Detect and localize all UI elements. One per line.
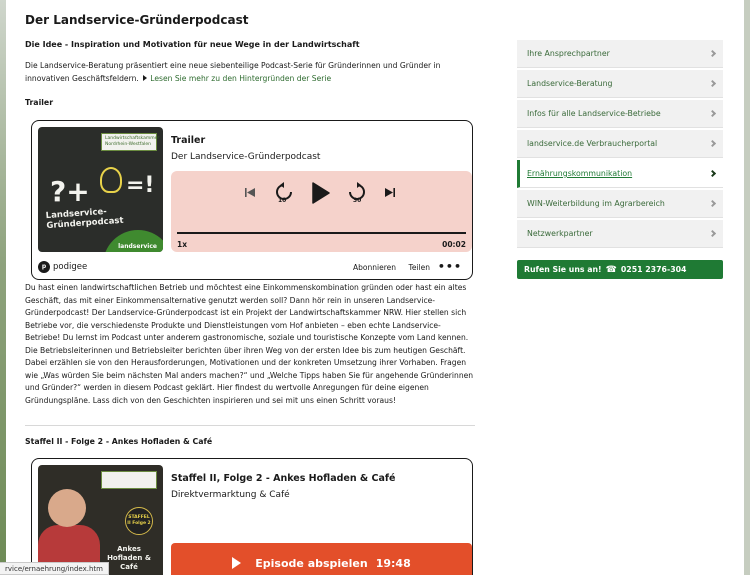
sidebar-item-ansprechpartner[interactable] — [517, 40, 723, 68]
cover-landservice-text: landservice — [118, 243, 157, 250]
time-readout: 00:02 — [442, 240, 466, 249]
sidebar-item-label: Netzwerkpartner — [527, 229, 593, 238]
podigee-logo[interactable] — [38, 261, 87, 273]
rewind-10-icon[interactable] — [274, 182, 294, 207]
trailer-section-label: Trailer — [25, 98, 54, 107]
page-title: Der Landservice-Gründerpodcast — [25, 13, 249, 27]
background-strip — [744, 0, 750, 575]
episode-title: Staffel II, Folge 2 - Ankes Hofladen & Café — [171, 473, 396, 484]
episode-subtitle: Direktvermarktung & Café — [171, 490, 290, 500]
sidebar-item-label: Ihre Ansprechpartner — [527, 49, 610, 58]
play-icon[interactable] — [312, 182, 330, 207]
forward-seconds: 30 — [353, 197, 362, 204]
phone-number: 0251 2376-304 — [620, 265, 687, 274]
sidebar-item-label: landservice.de Verbraucherportal — [527, 139, 658, 148]
status-bar-url: rvice/ernaehrung/index.htm — [0, 562, 109, 575]
forward-30-icon[interactable] — [347, 182, 367, 207]
podcast-player-episode — [31, 458, 473, 575]
play-episode-button[interactable] — [171, 543, 472, 575]
chevron-right-icon — [709, 140, 716, 147]
chevron-right-icon — [709, 50, 716, 57]
staffel-badge: STAFFEL II Folge 2 — [125, 507, 153, 535]
episode-section-label: Staffel II - Folge 2 - Ankes Hofladen & Café — [25, 437, 213, 446]
sidebar-item-netzwerkpartner[interactable] — [517, 220, 723, 248]
sidebar-item-ernaehrungskommunikation[interactable] — [517, 160, 723, 188]
subscribe-button[interactable]: Abonnieren — [353, 263, 396, 272]
playback-rate-button[interactable]: 1x — [177, 240, 188, 249]
player-controls-box — [171, 171, 472, 252]
progress-bar[interactable] — [177, 232, 466, 234]
arrow-right-icon — [143, 75, 147, 81]
intro-heading: Die Idee - Inspiration und Motivation für neue Wege in der Landwirtschaft — [25, 40, 360, 49]
chevron-right-icon — [709, 170, 716, 177]
intro-paragraph: Die Landservice-Beratung präsentiert eine neue siebenteilige Podcast-Serie für Gründerinnen und Gründer in innovativen Geschäftsfeldern. — [25, 61, 441, 83]
person-face-shape — [48, 489, 86, 527]
sidebar-item-label: WIN-Weiterbildung im Agrarbereich — [527, 199, 665, 208]
share-button[interactable]: Teilen — [408, 263, 430, 272]
lwk-badge: Landwirtschaftskammer Nordrhein-Westfalen — [101, 133, 157, 151]
sidebar-item-label: Infos für alle Landservice-Betriebe — [527, 109, 661, 118]
cover-title: Landservice-Gründerpodcast — [45, 206, 124, 232]
equals-exclaim-icon: =! — [126, 173, 155, 198]
podcast-cover-image — [38, 127, 163, 252]
sidebar-item-landservice-beratung[interactable] — [517, 70, 723, 98]
question-icon: ?+ — [50, 175, 90, 208]
chevron-right-icon — [709, 80, 716, 87]
chevron-right-icon — [709, 200, 716, 207]
sidebar-nav — [517, 40, 723, 279]
episode-cover-text: Ankes Hofladen & Café — [107, 545, 151, 571]
intro-text — [25, 60, 475, 85]
sidebar-item-label: Ernährungskommunikation — [527, 169, 633, 178]
episode-duration: 19:48 — [375, 556, 411, 570]
read-more-link[interactable]: Lesen Sie mehr zu den Hintergründen der Serie — [150, 73, 332, 83]
skip-previous-icon[interactable] — [245, 188, 255, 200]
podcast-player-trailer — [31, 120, 473, 280]
chevron-right-icon — [709, 110, 716, 117]
sidebar-item-label: Landservice-Beratung — [527, 79, 613, 88]
page-content — [6, 0, 744, 575]
podcast-description: Du hast einen landwirtschaftlichen Betrieb und möchtest eine Einkommenskombination gründen oder hast ein altes Geschäft, das mit einer Einkommensalternative genutzt werden soll? Dann hör rein in unseren Landservice-Gründerpodcast! Der Landservice-Gründerpodcast ist ein Projekt der Landwirtschaftskammer NRW. Hier stellen sich Betriebe vor, die verschiedenste Produkte und Dienstleistungen vom Hof anbieten – eben echte Landservice-Betriebe! Du lernst im Podcast unter anderem gastronomische, soziale und touristische Konzepte vom Land kennen. Die Betriebsleiterinnen und Betriebsleiter berichten über ihren Weg von der ersten Idee bis zum heutigen Geschäft. Dabei erzählen sie von den Herausforderungen, Motivationen und der konkreten Umsetzung ihrer Vorhaben. Fragen wie „Was würden Sie beim nächsten Mal anders machen?“ und „Welche Tipps haben Sie für angehende Gründerinnen und Gründer?“ werden in diesem Podcast geklärt. Hier findest du wertvolle Anregungen für deine eigenen Gründungspläne. Lass dich von den Geschichten inspirieren und sei mit uns einen Schritt voraus! — [25, 283, 474, 405]
section-divider — [25, 425, 475, 426]
podigee-mark-icon: p — [38, 261, 50, 273]
chevron-right-icon — [709, 230, 716, 237]
player-subtitle: Der Landservice-Gründerpodcast — [171, 152, 321, 162]
episode-cover-image — [38, 465, 163, 575]
player-footer — [38, 261, 466, 275]
lightbulb-icon — [100, 167, 122, 193]
lwk-badge-episode — [101, 471, 157, 489]
sidebar-item-infos[interactable] — [517, 100, 723, 128]
skip-next-icon[interactable] — [385, 188, 395, 200]
play-episode-label: Episode abspielen — [255, 556, 368, 570]
phone-icon: ☎ — [605, 264, 617, 275]
podigee-brand: podigee — [53, 262, 88, 272]
call-us-button[interactable] — [517, 260, 723, 279]
player-title: Trailer — [171, 135, 206, 146]
sidebar-item-win-weiterbildung[interactable] — [517, 190, 723, 218]
call-label: Rufen Sie uns an! — [524, 265, 602, 274]
play-icon — [232, 557, 241, 569]
sidebar-item-verbraucherportal[interactable] — [517, 130, 723, 158]
more-options-icon[interactable]: ••• — [437, 260, 462, 273]
rewind-seconds: 10 — [278, 197, 287, 204]
